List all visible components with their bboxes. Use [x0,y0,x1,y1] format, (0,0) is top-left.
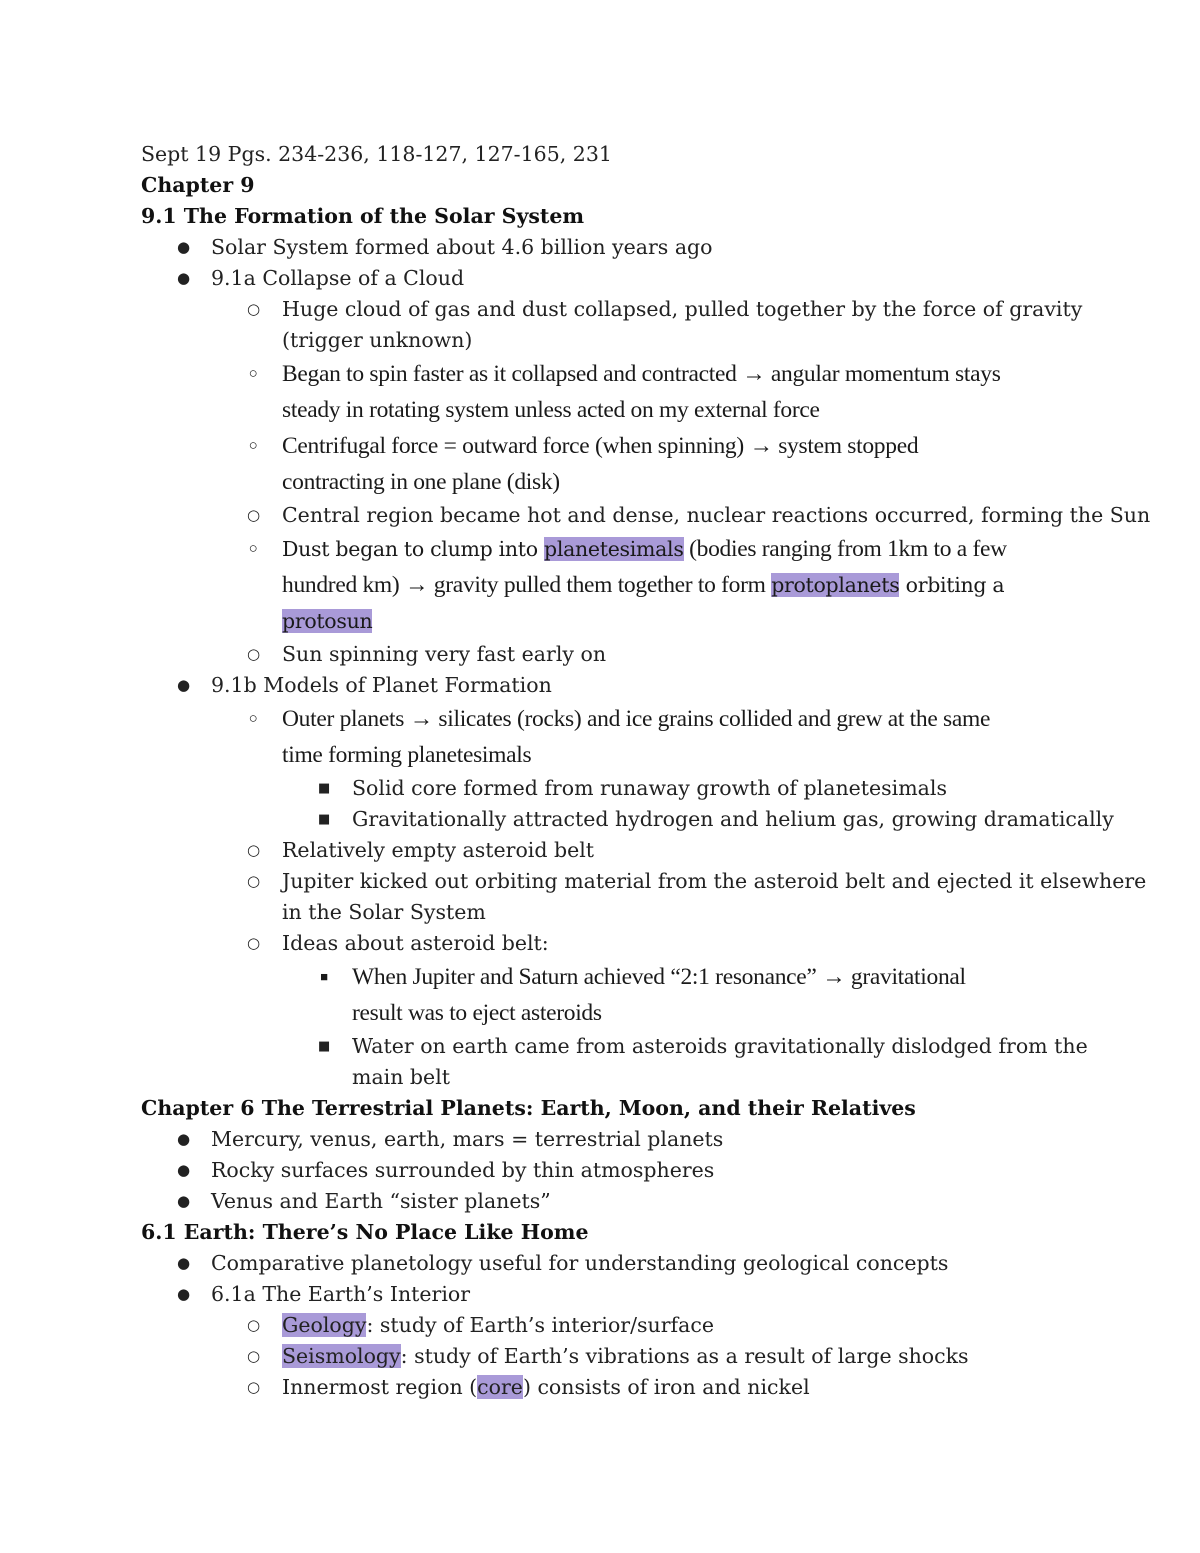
bullet-icon: ● [177,676,191,694]
list-item [141,428,1071,500]
list-item-text: Mercury, venus, earth, mars = terrestrial planets [211,1127,724,1151]
circle-bullet-icon: ○ [248,438,258,454]
bullet-icon: ● [177,1254,191,1272]
square-bullet-icon: ■ [320,969,328,984]
circle-bullet-icon: ○ [247,645,261,663]
highlighted-term-geology: Geology [282,1313,367,1337]
highlighted-term-protosun: protosun [282,609,373,633]
chapter-9-heading: Chapter 9 [141,173,255,197]
list-item [141,928,1071,959]
bullet-icon: ● [177,1161,191,1179]
bullet-icon: ● [177,1285,191,1303]
list-item-text: 9.1b Models of Planet Formation [211,673,552,697]
list-item-text: 9.1a Collapse of a Cloud [211,266,465,290]
list-item [141,959,1071,1031]
list-item-text: (bodies ranging from 1km to a few [683,536,1007,562]
chapter-9-list [141,232,1151,1093]
list-item-text: Jupiter kicked out orbiting material from the asteroid belt and ejected it elsewhere [282,869,1147,893]
list-item [141,500,1151,531]
list-item [141,1155,1071,1186]
bullet-icon: ● [177,238,191,256]
list-item-text: Huge cloud of gas and dust collapsed, pulled together by the force of gravity [282,297,1083,321]
list-item [141,531,1071,639]
section-9-1-heading: 9.1 The Formation of the Solar System [141,204,585,228]
list-item-text: 6.1a The Earth’s Interior [211,1282,471,1306]
list-item [141,701,1071,773]
list-item [141,1279,1071,1310]
list-item [141,1186,1071,1217]
square-bullet-icon: ■ [318,812,331,827]
list-item [141,804,1114,835]
list-item [141,1124,1071,1155]
list-item-text: : study of Earth’s interior/surface [366,1313,714,1337]
list-item [141,773,1071,804]
list-item-text: Solar System formed about 4.6 billion years ago [211,235,713,259]
list-item-text: Outer planets → silicates (rocks) and ice grains collided and grew at the same [282,706,991,732]
list-item [141,866,1147,928]
circle-bullet-icon: ○ [247,841,261,859]
highlighted-term-protoplanets: protoplanets [771,573,900,597]
list-item-text-cont: hundred km) → gravity pulled them together to form [282,572,772,598]
square-bullet-icon: ■ [318,1039,331,1054]
chapter-6-heading: Chapter 6 The Terrestrial Planets: Earth, Moon, and their Relatives [141,1096,916,1120]
list-item [141,1031,1088,1093]
list-item-text: Solid core formed from runaway growth of planetesimals [352,776,947,800]
list-item-text: Rocky surfaces surrounded by thin atmospheres [211,1158,715,1182]
list-item [141,835,1071,866]
circle-bullet-icon: ○ [247,1347,261,1365]
list-item-text-cont: steady in rotating system unless acted on my external force [282,397,820,423]
list-item [141,639,1071,670]
list-item-text: Began to spin faster as it collapsed and contracted → angular momentum stays [282,361,1001,387]
list-item-text-cont: (trigger unknown) [282,328,473,352]
list-item-text-cont: main belt [352,1065,450,1089]
list-item-text-cont: in the Solar System [282,900,486,924]
circle-bullet-icon: ○ [248,711,258,727]
bullet-icon: ● [177,269,191,287]
section-6-1-list [141,1248,1071,1403]
circle-bullet-icon: ○ [247,1316,261,1334]
bullet-icon: ● [177,1192,191,1210]
list-item [141,1248,1071,1279]
circle-bullet-icon: ○ [247,506,261,524]
circle-bullet-icon: ○ [248,366,258,382]
circle-bullet-icon: ○ [247,934,261,952]
list-item-text: Sun spinning very fast early on [282,642,607,666]
list-item-text: Innermost region ( [282,1375,478,1399]
list-item-text: Comparative planetology useful for understanding geological concepts [211,1251,949,1275]
list-item [141,670,1071,701]
list-item [141,294,1083,356]
circle-bullet-icon: ○ [247,300,261,318]
list-item-text: Dust began to clump into [282,537,545,561]
section-6-1-heading: 6.1 Earth: There’s No Place Like Home [141,1220,589,1244]
highlighted-term-seismology: Seismology [282,1344,401,1368]
list-item-text: : study of Earth’s vibrations as a result of large shocks [400,1344,969,1368]
list-item-text: Water on earth came from asteroids gravitationally dislodged from the [352,1034,1088,1058]
list-item [141,1341,1071,1372]
list-item-text-cont: time forming planetesimals [282,742,532,768]
list-item-text: Centrifugal force = outward force (when spinning) → system stopped [282,433,919,459]
highlighted-term-core: core [477,1375,523,1399]
list-item-text-cont: result was to eject asteroids [352,1000,602,1026]
list-item-text: When Jupiter and Saturn achieved “2:1 resonance” → gravitational [352,964,966,990]
date-pages-line: Sept 19 Pgs. 234-236, 118-127, 127-165, 231 [141,142,612,166]
list-item [141,263,1071,294]
list-item-text: Ideas about asteroid belt: [282,931,549,955]
list-item-text-cont: orbiting a [899,573,1005,597]
list-item [141,232,1071,263]
list-item-text: Gravitationally attracted hydrogen and helium gas, growing dramatically [352,807,1114,831]
circle-bullet-icon: ○ [248,541,258,557]
list-item-text-cont: contracting in one plane (disk) [282,469,560,495]
list-item-text: Relatively empty asteroid belt [282,838,595,862]
list-item [141,356,1071,428]
list-item-text: Central region became hot and dense, nuclear reactions occurred, forming the Sun [282,503,1151,527]
list-item [141,1310,1071,1341]
highlighted-term-planetesimals: planetesimals [544,537,684,561]
circle-bullet-icon: ○ [247,1378,261,1396]
list-item [141,1372,1071,1403]
chapter-6-list [141,1124,1071,1217]
list-item-text: ) consists of iron and nickel [522,1375,810,1399]
list-item-text: Venus and Earth “sister planets” [211,1189,551,1213]
document-page [141,139,1151,1403]
circle-bullet-icon: ○ [247,872,261,890]
bullet-icon: ● [177,1130,191,1148]
square-bullet-icon: ■ [318,781,331,796]
